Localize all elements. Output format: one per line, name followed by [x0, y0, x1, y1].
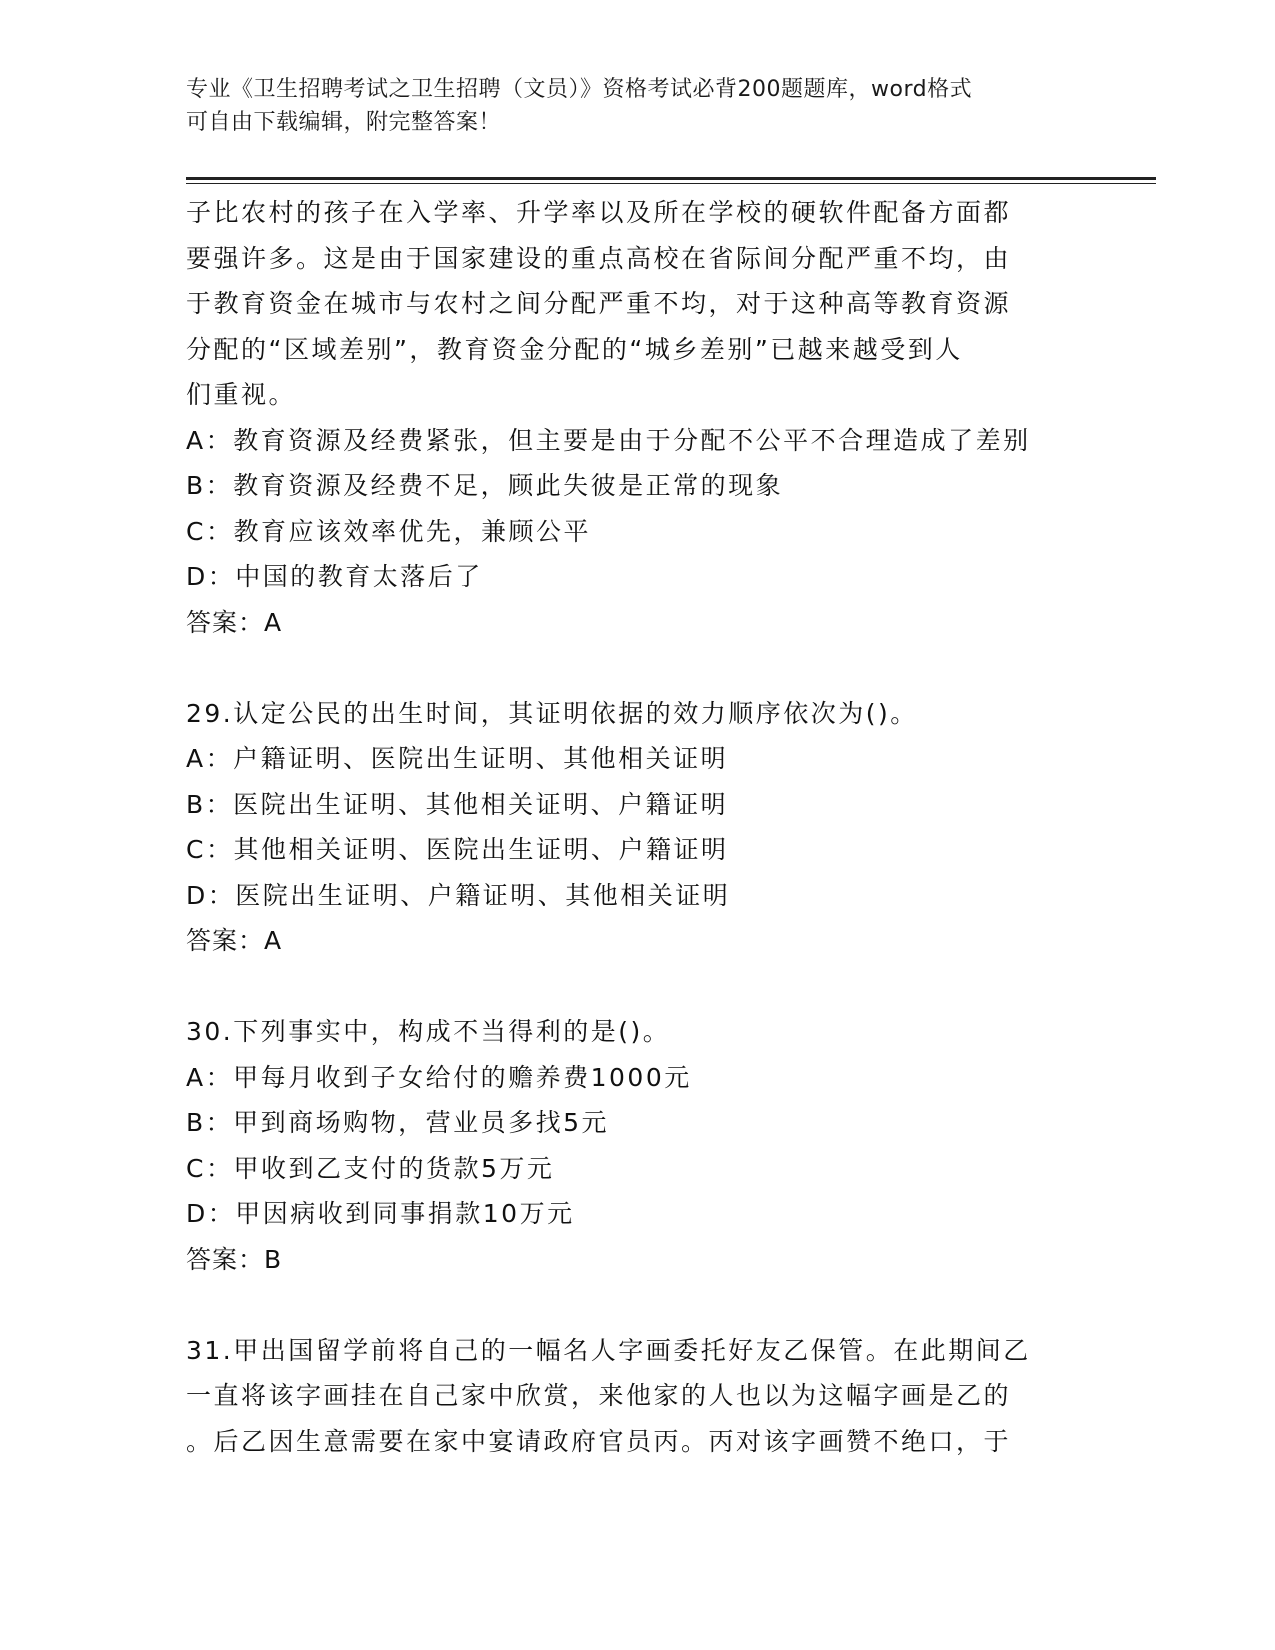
header-divider-thin [186, 183, 1156, 184]
question-text-line: 。后乙因生意需要在家中宴请政府官员丙。丙对该字画赞不绝口，于 [186, 1426, 1012, 1456]
question-text-line: 29.认定公民的出生时间，其证明依据的效力顺序依次为()。 [186, 698, 918, 728]
option-d: D：医院出生证明、户籍证明、其他相关证明 [186, 880, 731, 910]
header-divider-thick [186, 177, 1156, 180]
question-text-line: 们重视。 [186, 380, 297, 409]
question-text-line: 分配的“区域差别”，教育资金分配的“城乡差别”已越来越受到人 [186, 334, 963, 364]
option-b: B：医院出生证明、其他相关证明、户籍证明 [186, 789, 729, 819]
question-text-line: 于教育资金在城市与农村之间分配严重不均，对于这种高等教育资源 [186, 289, 1012, 318]
answer-label: 答案：A [186, 607, 283, 637]
document-header [186, 73, 1066, 139]
option-b: B：甲到商场购物，营业员多找5元 [186, 1108, 610, 1137]
option-d: D：甲因病收到同事捐款10万元 [186, 1199, 575, 1228]
document-body [186, 190, 1126, 1464]
question-text-line: 要强许多。这是由于国家建设的重点高校在省际间分配严重不均，由 [186, 243, 1012, 273]
question-text-line: 31.甲出国留学前将自己的一幅名人字画委托好友乙保管。在此期间乙 [186, 1335, 1031, 1365]
answer-label: 答案：A [186, 926, 283, 955]
spacer [186, 964, 1126, 1010]
question-31 [186, 1328, 1126, 1465]
header-title-line-1: 专业《卫生招聘考试之卫生招聘（文员）》资格考试必背200题题库，word格式 [186, 77, 973, 102]
question-text-line: 30.下列事实中，构成不当得利的是()。 [186, 1017, 671, 1046]
option-a: A：甲每月收到子女给付的赡养费1000元 [186, 1062, 692, 1092]
option-c: C：甲收到乙支付的货款5万元 [186, 1153, 555, 1183]
option-c: C：教育应该效率优先，兼顾公平 [186, 516, 591, 546]
option-c: C：其他相关证明、医院出生证明、户籍证明 [186, 835, 729, 864]
option-a: A：教育资源及经费紧张，但主要是由于分配不公平不合理造成了差别 [186, 425, 1031, 455]
option-b: B：教育资源及经费不足，顾此失彼是正常的现象 [186, 471, 784, 500]
option-a: A：户籍证明、医院出生证明、其他相关证明 [186, 744, 729, 773]
question-text-line: 子比农村的孩子在入学率、升学率以及所在学校的硬软件配备方面都 [186, 198, 1012, 227]
question-28-continuation [186, 190, 1126, 645]
question-30 [186, 1009, 1126, 1282]
option-d: D：中国的教育太落后了 [186, 562, 483, 591]
spacer [186, 645, 1126, 691]
question-text-line: 一直将该字画挂在自己家中欣赏，来他家的人也以为这幅字画是乙的 [186, 1381, 1012, 1410]
answer-label: 答案：B [186, 1244, 283, 1274]
question-29 [186, 691, 1126, 964]
spacer [186, 1282, 1126, 1328]
header-title-line-2: 可自由下载编辑，附完整答案！ [186, 110, 502, 135]
